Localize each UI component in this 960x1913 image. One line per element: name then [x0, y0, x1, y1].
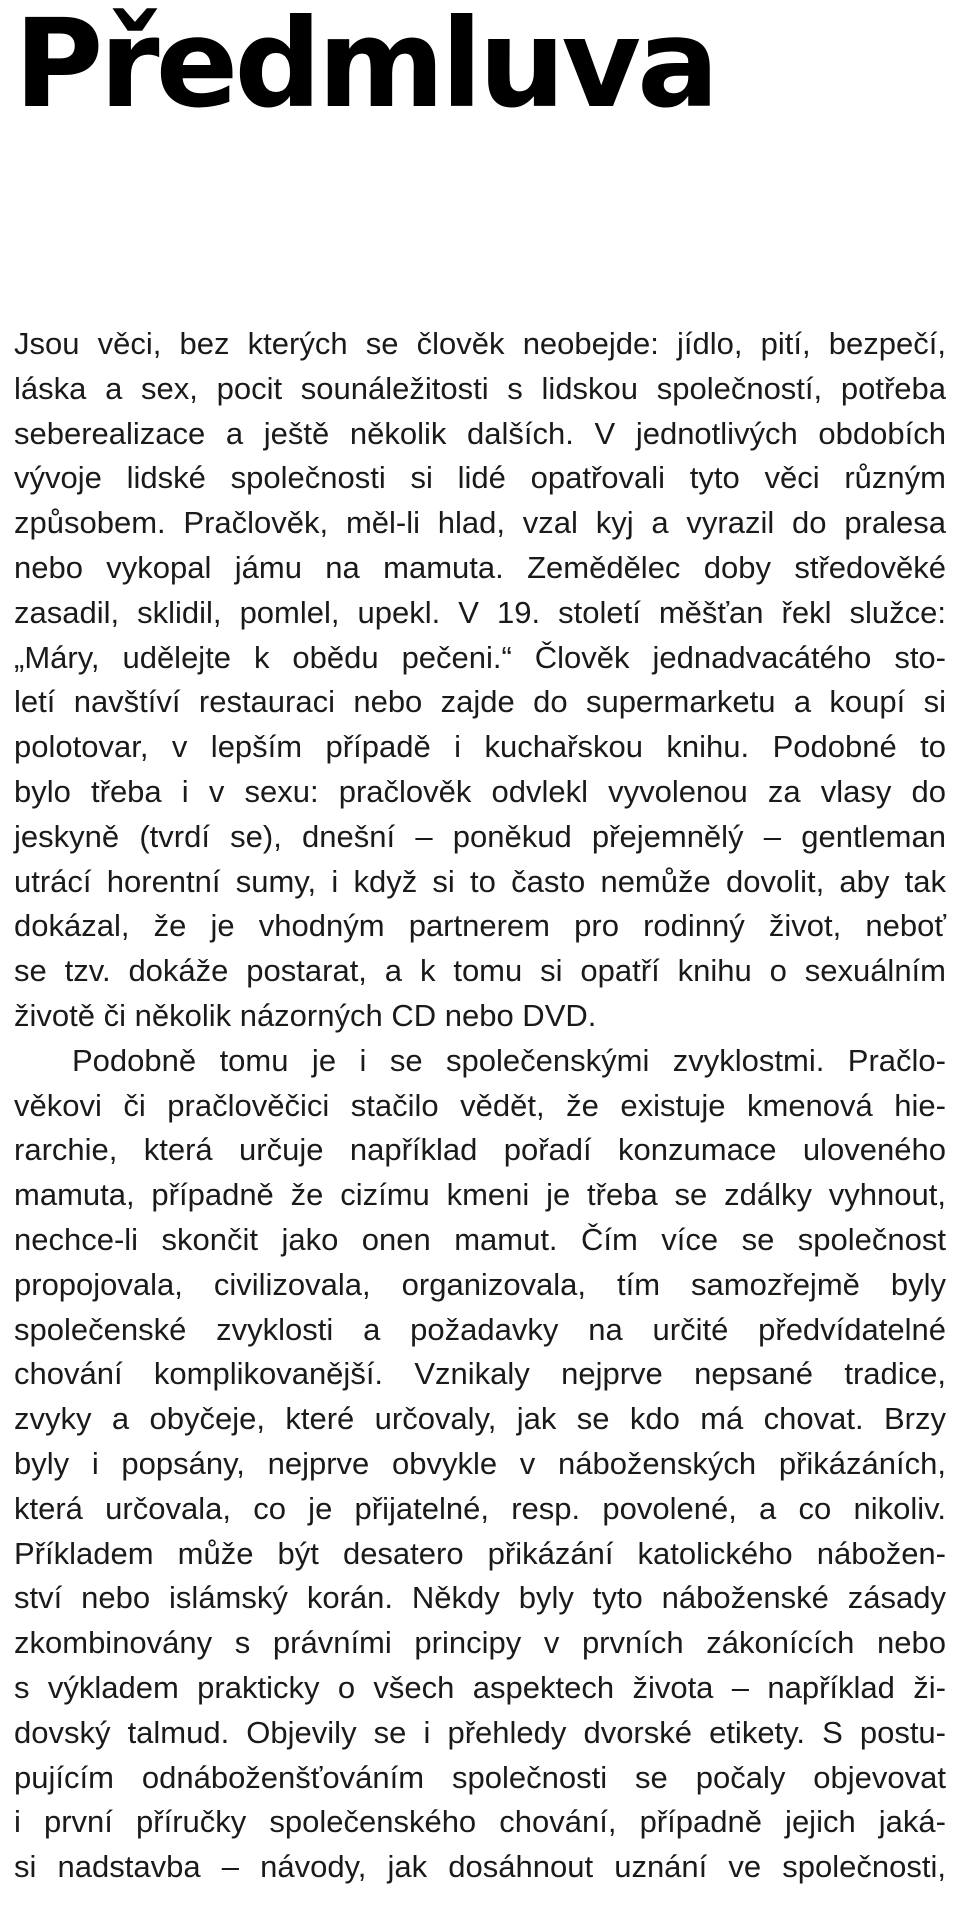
text-line: Jsou věci, bez kterých se člověk neobejde: jídlo, pití, bezpečí,	[14, 326, 946, 361]
text-line: nechce-li skončit jako onen mamut. Čím více se společnost	[14, 1221, 946, 1257]
text-line: pujícím odnáboženšťováním společnosti se počaly objevovat	[14, 1759, 946, 1795]
text-line: věkovi či pračlověčici stačilo vědět, že existuje kmenová hie-	[14, 1087, 946, 1123]
chapter-title: Předmluva	[14, 0, 716, 135]
text-line: dovský talmud. Objevily se i přehledy dvorské etikety. S postu-	[14, 1714, 946, 1750]
text-line: mamuta, případně že cizímu kmeni je třeba se zdálky vyhnout,	[14, 1177, 946, 1213]
text-line: zasadil, sklidil, pomlel, upekl. V 19. století měšťan řekl služce:	[14, 594, 946, 630]
text-line: propojovala, civilizovala, organizovala, tím samozřejmě byly	[14, 1266, 946, 1302]
text-line: Příkladem může být desatero přikázání katolického nábožen-	[14, 1535, 946, 1571]
text-line: způsobem. Pračlověk, měl-li hlad, vzal kyj a vyrazil do pralesa	[14, 505, 946, 541]
text-line: společenské zvyklosti a požadavky na určité předvídatelné	[14, 1311, 946, 1347]
text-line: láska a sex, pocit sounáležitosti s lidskou společností, potřeba	[14, 370, 946, 406]
text-line: letí navštíví restauraci nebo zajde do supermarketu a koupí si	[14, 684, 946, 720]
text-line: nebo vykopal jámu na mamuta. Zemědělec doby středověké	[14, 549, 946, 585]
text-line: „Máry, udělejte k obědu pečeni.“ Člověk jednadvacátého sto-	[14, 639, 946, 675]
text-line: chování komplikovanější. Vznikaly nejprve nepsané tradice,	[14, 1356, 946, 1392]
text-line: se tzv. dokáže postarat, a k tomu si opatří knihu o sexuálním	[14, 953, 946, 989]
body-text	[14, 322, 946, 1890]
text-line: životě či několik názorných CD nebo DVD.	[14, 997, 597, 1033]
text-line: si nadstavba – návody, jak dosáhnout uznání ve společnosti,	[14, 1849, 946, 1885]
text-line: rarchie, která určuje například pořadí konzumace uloveného	[14, 1132, 946, 1168]
text-line: ství nebo islámský korán. Někdy byly tyto náboženské zásady	[14, 1580, 946, 1616]
text-line: bylo třeba i v sexu: pračlověk odvlekl vyvolenou za vlasy do	[14, 773, 946, 809]
text-line: Podobně tomu je i se společenskými zvyklostmi. Pračlo-	[72, 1042, 946, 1078]
text-line: utrácí horentní sumy, i když si to často nemůže dovolit, aby tak	[14, 863, 946, 899]
text-line: jeskyně (tvrdí se), dnešní – poněkud přejemnělý – gentleman	[14, 818, 946, 854]
text-line: i první příručky společenského chování, případně jejich jaká-	[14, 1804, 946, 1840]
text-line: dokázal, že je vhodným partnerem pro rodinný život, neboť	[14, 908, 946, 944]
text-line: s výkladem prakticky o všech aspektech života – například ži-	[14, 1669, 946, 1705]
text-line: která určovala, co je přijatelné, resp. povolené, a co nikoliv.	[14, 1490, 946, 1526]
text-line: vývoje lidské společnosti si lidé opatřovali tyto věci různým	[14, 460, 946, 496]
text-line: zkombinovány s právními principy v prvních zákonících nebo	[14, 1625, 946, 1661]
text-line: polotovar, v lepším případě i kuchařskou knihu. Podobné to	[14, 729, 946, 765]
text-line: byly i popsány, nejprve obvykle v náboženských přikázáních,	[14, 1445, 946, 1481]
text-line: seberealizace a ještě několik dalších. V jednotlivých obdobích	[14, 415, 946, 451]
text-line: zvyky a obyčeje, které určovaly, jak se kdo má chovat. Brzy	[14, 1401, 946, 1437]
